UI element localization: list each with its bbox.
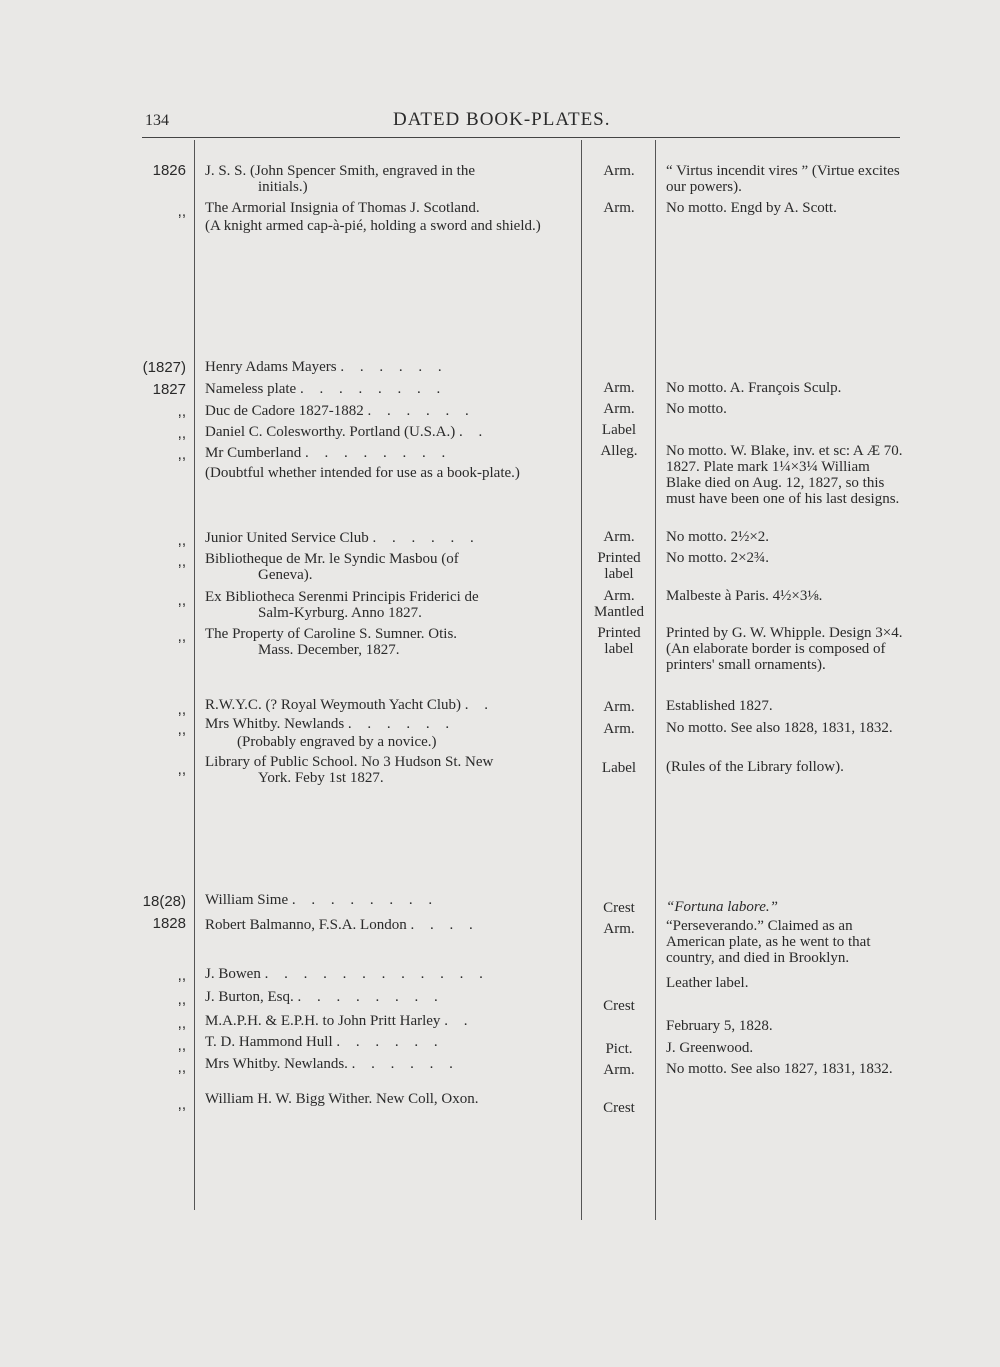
- entry-remark: Established 1827.: [666, 698, 773, 714]
- entry-kind: Crest: [603, 998, 635, 1014]
- entry-date: ,,: [177, 592, 186, 609]
- entry-kind: Arm.: [603, 699, 635, 715]
- entry-description: Robert Balmanno, F.S.A. London . . . .: [205, 917, 479, 933]
- column-rule-desc: [581, 140, 582, 1220]
- entry-description: Henry Adams Mayers . . . . . .: [205, 359, 448, 375]
- entry-kind: Printed label: [597, 625, 641, 657]
- entry-remark: No motto. 2×2¾.: [666, 550, 770, 566]
- entry-remark: No motto. See also 1827, 1831, 1832.: [666, 1061, 893, 1077]
- column-rule-date: [194, 140, 195, 1210]
- entry-date: ,,: [177, 203, 186, 220]
- entry-description: J. S. S. (John Spencer Smith, engraved in the initials.): [205, 163, 475, 195]
- entry-date: 18(28): [142, 893, 186, 910]
- entry-description: Mrs Whitby. Newlands . . . . . . (Probably engraved by a novice.): [205, 716, 456, 750]
- entry-description: Mr Cumberland . . . . . . . . (Doubtful whether intended for use as a book-plate.): [205, 445, 520, 481]
- entry-remark: February 5, 1828.: [666, 1018, 773, 1034]
- entry-remark: No motto. A. François Sculp.: [666, 380, 842, 396]
- entry-description: J. Bowen . . . . . . . . . . . .: [205, 966, 489, 982]
- entry-kind: Arm. Mantled: [594, 588, 644, 620]
- entry-date: ,,: [177, 553, 186, 570]
- entry-kind: Label: [601, 422, 637, 438]
- entry-date: ,,: [177, 991, 186, 1008]
- entry-kind: Crest: [603, 900, 635, 916]
- entry-remark: No motto. 2½×2.: [666, 529, 770, 545]
- column-rule-kind: [655, 140, 656, 1220]
- entry-remark: (Rules of the Library follow).: [666, 759, 844, 775]
- entry-kind: Pict.: [605, 1041, 633, 1057]
- entry-date: ,,: [177, 1096, 186, 1113]
- entry-date: ,,: [177, 532, 186, 549]
- entry-description: T. D. Hammond Hull . . . . . .: [205, 1034, 444, 1050]
- header-rule: [142, 137, 900, 138]
- entry-kind: Alleg.: [600, 443, 638, 459]
- entry-description: Library of Public School. No 3 Hudson St. New York. Feby 1st 1827.: [205, 754, 494, 786]
- entry-remark: “ Virtus incendit vires ” (Virtue excites our powers).: [666, 163, 900, 195]
- entry-kind: Arm.: [603, 1062, 635, 1078]
- entry-description: William Sime . . . . . . . .: [205, 892, 439, 908]
- entry-date: ,,: [177, 1059, 186, 1076]
- entry-description: Junior United Service Club . . . . . .: [205, 530, 480, 546]
- running-head: DATED BOOK-PLATES.: [393, 109, 611, 130]
- entry-remark: No motto.: [666, 401, 727, 417]
- entry-description: Duc de Cadore 1827-1882 . . . . . .: [205, 403, 475, 419]
- entry-kind: Arm.: [603, 380, 635, 396]
- entry-description: Ex Bibliotheca Serenmi Principis Friderici de Salm-Kyrburg. Anno 1827.: [205, 589, 479, 621]
- entry-kind: Printed label: [597, 550, 641, 582]
- entry-kind: Arm.: [603, 721, 635, 737]
- entry-remark: No motto. See also 1828, 1831, 1832.: [666, 720, 893, 736]
- page-number: 134: [145, 112, 169, 129]
- entry-date: ,,: [177, 446, 186, 463]
- entry-date: 1827: [152, 381, 186, 398]
- entry-date: 1828: [152, 915, 186, 932]
- entry-date: 1826: [152, 162, 186, 179]
- entry-kind: Arm.: [603, 163, 635, 179]
- entry-kind: Arm.: [603, 200, 635, 216]
- entry-kind: Arm.: [603, 529, 635, 545]
- entry-date: ,,: [177, 628, 186, 645]
- entry-description: R.W.Y.C. (? Royal Weymouth Yacht Club) . .: [205, 697, 495, 713]
- entry-remark: Printed by G. W. Whipple. Design 3×4. (An elaborate border is composed of printers' small ornaments).: [666, 625, 903, 673]
- entry-description: Nameless plate . . . . . . . .: [205, 381, 447, 397]
- entry-date: ,,: [177, 721, 186, 738]
- entry-remark: No motto. Engd by A. Scott.: [666, 200, 837, 216]
- entry-description: William H. W. Bigg Wither. New Coll, Oxon.: [205, 1091, 479, 1107]
- entry-remark: “Perseverando.” Claimed as an American plate, as he went to that country, and died in Brooklyn.: [666, 918, 871, 966]
- entry-remark: J. Greenwood.: [666, 1040, 754, 1056]
- entry-description: Mrs Whitby. Newlands. . . . . . .: [205, 1056, 459, 1072]
- entry-remark: “Fortuna labore.”: [666, 899, 778, 915]
- entry-date: ,,: [177, 967, 186, 984]
- entry-description: The Armorial Insignia of Thomas J. Scotland. (A knight armed cap-à-pié, holding a sword and shield.): [205, 200, 541, 234]
- entry-date: ,,: [177, 701, 186, 718]
- entry-remark: Malbeste à Paris. 4½×3⅛.: [666, 588, 823, 604]
- entry-kind: Crest: [603, 1100, 635, 1116]
- entry-description: M.A.P.H. & E.P.H. to John Pritt Harley . .: [205, 1013, 474, 1029]
- entry-remark: Leather label.: [666, 975, 749, 991]
- entry-date: ,,: [177, 425, 186, 442]
- entry-date: ,,: [177, 761, 186, 778]
- entry-description: Bibliotheque de Mr. le Syndic Masbou (of Geneva).: [205, 551, 459, 583]
- entry-date: (1827): [142, 359, 186, 376]
- entry-date: ,,: [177, 1015, 186, 1032]
- entry-description: Daniel C. Colesworthy. Portland (U.S.A.) . .: [205, 424, 489, 440]
- entry-date: ,,: [177, 403, 186, 420]
- entry-kind: Arm.: [603, 921, 635, 937]
- entry-date: ,,: [177, 1037, 186, 1054]
- entry-kind: Label: [601, 760, 637, 776]
- entry-description: J. Burton, Esq. . . . . . . . .: [205, 989, 444, 1005]
- entry-description: The Property of Caroline S. Sumner. Otis. Mass. December, 1827.: [205, 626, 458, 658]
- entry-kind: Arm.: [603, 401, 635, 417]
- entry-remark: No motto. W. Blake, inv. et sc: A Æ 70. 1827. Plate mark 1¼×3¼ William Blake died on Aug. 12, 1827, so this must have been one of his last designs.: [666, 443, 903, 507]
